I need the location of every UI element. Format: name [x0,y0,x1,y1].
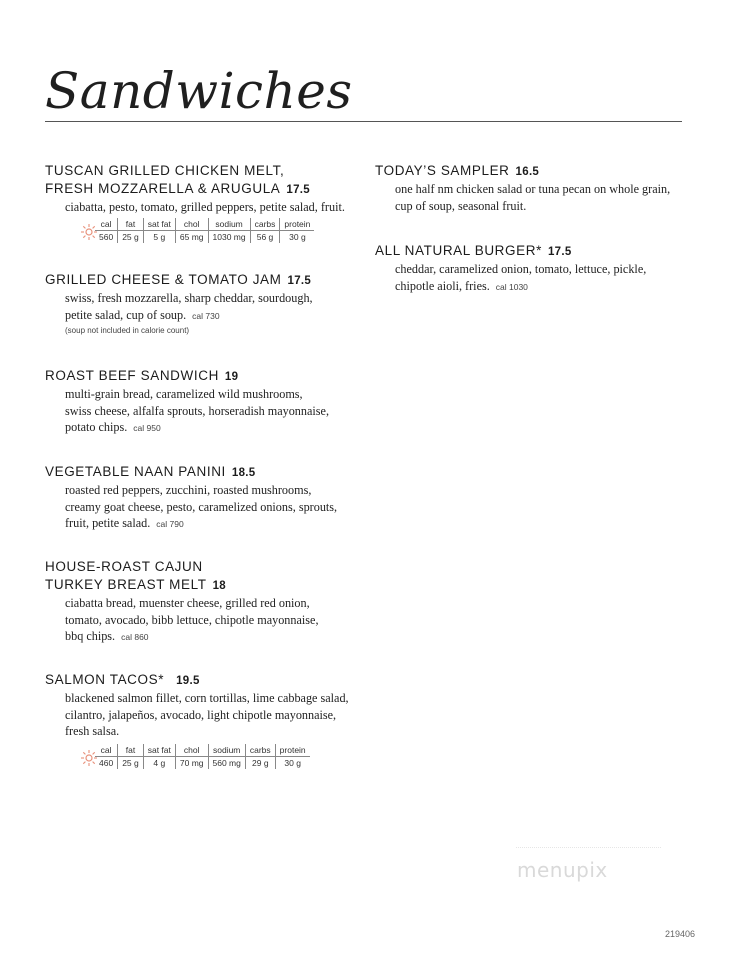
menu-item-grilled-cheese [45,271,375,335]
item-description: cheddar, caramelized onion, tomato, lettuce, pickle, [395,262,647,276]
title-divider [45,121,682,122]
calorie-note: (soup not included in calorie count) [65,326,190,335]
nutrition-value: 4 g [143,756,175,769]
nutrition-value: 560 mg [208,756,245,769]
watermark-logo: menupix [517,858,608,882]
item-name: ROAST BEEF SANDWICH [45,368,219,383]
nutrition-header: protein [280,218,315,231]
item-description: roasted red peppers, zucchini, roasted mushrooms, [65,483,312,497]
item-price: 18 [212,580,226,592]
calorie-count: cal 790 [156,519,184,529]
item-name-line2: FRESH MOZZARELLA & ARUGULA [45,181,281,196]
item-description: swiss cheese, alfalfa sprouts, horseradish mayonnaise, [65,403,329,418]
item-description: blackened salmon fillet, corn tortillas, lime cabbage salad, [65,691,349,705]
item-description: tomato, avocado, bibb lettuce, chipotle mayonnaise, [65,612,319,627]
item-description: multi-grain bread, caramelized wild mushrooms, [65,387,303,401]
calorie-count: cal 860 [121,632,149,642]
menu-item-roast-beef [45,367,375,437]
item-price: 19.5 [176,675,200,687]
item-name: TODAY’S SAMPLER [375,163,510,178]
item-description: fresh salsa. [65,724,120,738]
item-description: ciabatta bread, muenster cheese, grilled red onion, [65,596,310,610]
item-description-end: potato chips. [65,420,128,434]
item-name: GRILLED CHEESE & TOMATO JAM [45,272,282,287]
nutrition-value: 5 g [143,230,175,243]
item-name: HOUSE-ROAST CAJUN [45,559,203,574]
item-name: ALL NATURAL BURGER* [375,243,542,258]
calorie-count: cal 730 [192,310,220,321]
menu-item-salmon-tacos [45,671,375,772]
nutrition-header: cal [95,744,118,757]
item-description: one half nm chicken salad or tuna pecan on whole grain, [395,182,671,196]
item-name: SALMON TACOS* [45,672,165,687]
nutrition-value: 25 g [118,756,144,769]
calorie-count: cal 950 [133,423,161,433]
item-description-end: fruit, petite salad. [65,516,151,530]
item-name: TUSCAN GRILLED CHICKEN MELT, [45,163,285,178]
item-price: 18.5 [231,467,256,479]
item-price: 16.5 [515,166,540,178]
item-description: creamy goat cheese, pesto, caramelized onions, sprouts, [65,499,338,514]
nutrition-header: sat fat [143,218,175,231]
document-code: 219406 [665,929,696,939]
nutrition-value: 65 mg [175,230,208,243]
nutrition-header: carbs [245,744,275,757]
menu-item-cajun-turkey-melt [45,558,375,646]
menu-item-all-natural-burger [375,242,705,295]
nutrition-header: carbs [250,218,280,231]
nutrition-header: chol [175,218,208,231]
item-description-end: chipotle aioli, fries. [395,278,490,293]
nutrition-value: 70 mg [175,756,208,769]
menu-item-todays-sampler [375,162,705,214]
nutrition-header: sat fat [143,744,175,757]
menu-item-vegetable-naan-panini [45,463,375,533]
nutrition-value: 30 g [280,230,315,243]
nutrition-header: fat [118,218,144,231]
nutrition-header: sodium [208,744,245,757]
nutrition-value: 29 g [245,756,275,769]
item-description-end: bbq chips. [65,629,116,643]
nutrition-table [65,218,375,246]
nutrition-table [65,744,375,772]
item-price: 19 [224,371,239,383]
watermark-divider [516,847,661,848]
nutrition-header: cal [95,218,118,231]
nutrition-value: 460 [99,757,114,768]
item-name: VEGETABLE NAAN PANINI [45,464,226,479]
page-title: Sandwiches [45,62,353,120]
nutrition-header: sodium [208,218,250,231]
item-description: cup of soup, seasonal fruit. [395,198,527,213]
item-name-line2: TURKEY BREAST MELT [45,577,207,592]
nutrition-value: 1030 mg [208,230,250,243]
calorie-count: cal 1030 [495,281,528,292]
item-description: cilantro, jalapeños, avocado, light chipotle mayonnaise, [65,707,337,722]
nutrition-value: 25 g [118,230,144,243]
item-description-end: petite salad, cup of soup. [65,307,187,322]
nutrition-header: chol [175,744,208,757]
nutrition-value: 56 g [250,230,280,243]
item-description: swiss, fresh mozzarella, sharp cheddar, sourdough, [65,291,313,305]
item-price: 17.5 [287,275,312,287]
nutrition-header: fat [118,744,144,757]
menu-item-tuscan-chicken-melt [45,162,375,246]
nutrition-value: 560 [99,231,114,242]
nutrition-header: protein [275,744,310,757]
item-price: 17.5 [286,184,310,196]
item-description: ciabatta, pesto, tomato, grilled peppers, petite salad, fruit. [65,200,345,214]
item-price: 17.5 [547,246,572,258]
nutrition-value: 30 g [275,756,310,769]
